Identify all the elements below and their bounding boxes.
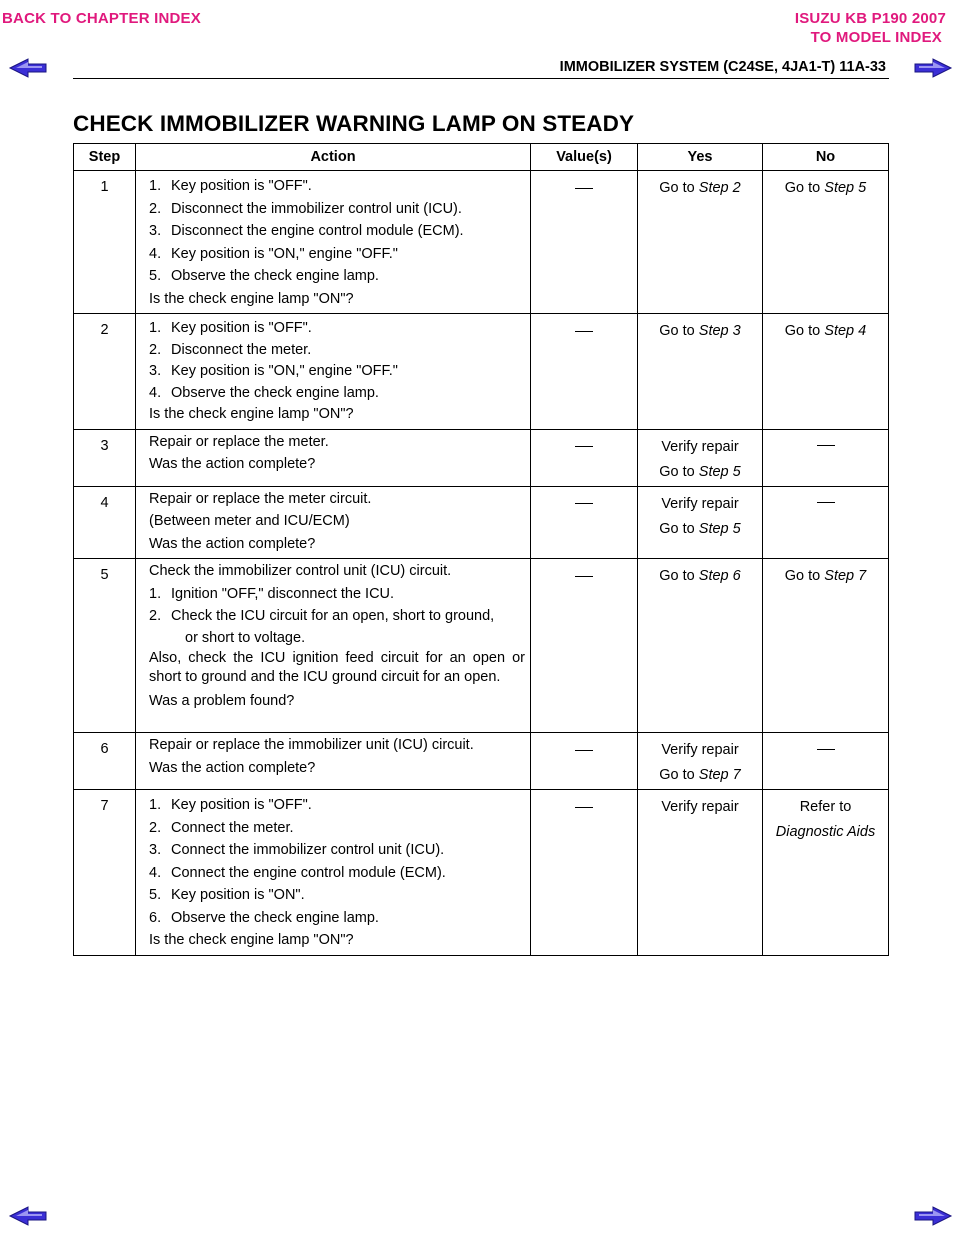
value-cell [531, 790, 638, 956]
table-row [74, 171, 889, 314]
action-cell [136, 171, 531, 314]
header-action: Action [136, 144, 531, 171]
action-item: Observe the check engine lamp. [171, 268, 379, 284]
yes-cell [638, 429, 763, 486]
action-item: Disconnect the immobilizer control unit (ICU). [171, 200, 462, 217]
verify-repair-text: Verify repair [661, 495, 739, 512]
step-number: 2 [74, 314, 136, 430]
yes-prefix: Go to [659, 463, 695, 480]
empty-no-dash [817, 502, 835, 503]
list-number: 4. [149, 245, 162, 262]
action-item: Connect the engine control module (ECM). [171, 864, 446, 881]
step-number: 5 [74, 559, 136, 733]
action-note: Also, check the ICU ignition feed circuit for an open or short to ground and the ICU ground circuit for an open. [149, 649, 525, 685]
action-line: Repair or replace the meter. [149, 433, 329, 450]
no-prefix: Go to [784, 568, 821, 584]
action-item: Disconnect the meter. [171, 341, 312, 358]
action-question: Is the check engine lamp "ON"? [149, 406, 354, 422]
action-question: Is the check engine lamp "ON"? [149, 290, 354, 307]
action-item: Connect the meter. [171, 819, 294, 836]
step-number: 3 [74, 429, 136, 486]
yes-prefix: Go to [659, 520, 695, 537]
action-question: Is the check engine lamp "ON"? [149, 932, 354, 948]
action-cell [136, 733, 531, 790]
header-value: Value(s) [531, 144, 638, 171]
header-step: Step [74, 144, 136, 171]
table-row [74, 559, 889, 733]
header-yes: Yes [638, 144, 763, 171]
refer-to-text: Refer to [799, 799, 852, 815]
diagnostic-aids-link[interactable]: Diagnostic Aids [775, 824, 876, 840]
goto-step-2-link[interactable]: Step 2 [698, 180, 741, 196]
no-prefix: Go to [784, 180, 821, 196]
yes-cell [638, 171, 763, 314]
empty-value-dash [575, 576, 593, 577]
goto-step-7-link[interactable]: Step 7 [824, 568, 867, 584]
yes-prefix: Go to [659, 767, 695, 783]
section-header: IMMOBILIZER SYSTEM (C24SE, 4JA1-T) 11A-33 [559, 59, 886, 75]
empty-no-dash [817, 445, 835, 446]
action-item: Key position is "ON". [171, 887, 305, 903]
goto-step-7-link[interactable]: Step 7 [698, 767, 741, 783]
action-cell [136, 486, 531, 559]
list-number: 1. [149, 797, 162, 813]
list-number: 5. [149, 268, 162, 284]
page-title: CHECK IMMOBILIZER WARNING LAMP ON STEADY [73, 111, 635, 136]
back-to-chapter-index-link[interactable]: BACK TO CHAPTER INDEX [2, 10, 201, 27]
diagnostic-table [73, 143, 889, 956]
yes-cell [638, 559, 763, 733]
step-number: 7 [74, 790, 136, 956]
no-cell [763, 429, 889, 486]
goto-step-6-link[interactable]: Step 6 [698, 568, 741, 584]
action-question: Was the action complete? [149, 456, 316, 472]
no-prefix: Go to [784, 323, 821, 339]
step-number: 6 [74, 733, 136, 790]
goto-step-4-link[interactable]: Step 4 [824, 323, 867, 339]
yes-cell [638, 790, 763, 956]
action-item: Ignition "OFF," disconnect the ICU. [171, 585, 395, 602]
table-row [74, 733, 889, 790]
goto-step-3-link[interactable]: Step 3 [698, 323, 741, 339]
list-number: 5. [149, 887, 162, 903]
action-item: Key position is "ON," engine "OFF." [171, 363, 398, 379]
yes-prefix: Go to [659, 180, 695, 196]
list-number: 2. [149, 341, 162, 358]
empty-no-dash [817, 749, 835, 750]
table-row [74, 790, 889, 956]
action-item: Key position is "OFF". [171, 320, 312, 336]
empty-value-dash [575, 503, 593, 504]
action-cell [136, 429, 531, 486]
next-page-arrow-icon[interactable] [913, 1205, 953, 1227]
list-number: 2. [149, 200, 162, 217]
previous-page-arrow-icon[interactable] [8, 1205, 48, 1227]
verify-repair-text: Verify repair [661, 742, 739, 758]
verify-repair-text: Verify repair [661, 438, 739, 455]
action-question: Was the action complete? [149, 759, 316, 776]
action-cell [136, 790, 531, 956]
no-cell [763, 171, 889, 314]
goto-step-5-link[interactable]: Step 5 [824, 180, 867, 196]
list-number: 4. [149, 384, 162, 401]
action-cell [136, 559, 531, 733]
goto-step-5-link[interactable]: Step 5 [698, 463, 741, 480]
value-cell [531, 314, 638, 430]
table-row [74, 314, 889, 430]
empty-value-dash [575, 807, 593, 808]
header-no: No [763, 144, 889, 171]
empty-value-dash [575, 446, 593, 447]
action-item: Observe the check engine lamp. [171, 384, 379, 401]
model-title-link[interactable]: ISUZU KB P190 2007 [794, 10, 946, 27]
action-question: Was the action complete? [149, 535, 316, 552]
previous-page-arrow-icon[interactable] [8, 57, 48, 79]
list-number: 1. [149, 585, 162, 602]
list-number: 3. [149, 842, 162, 858]
table-row [74, 486, 889, 559]
no-cell [763, 790, 889, 956]
yes-prefix: Go to [659, 568, 695, 584]
empty-value-dash [575, 331, 593, 332]
list-number: 2. [149, 608, 162, 624]
action-item: Connect the immobilizer control unit (ICU). [171, 842, 445, 858]
action-item-continued: or short to voltage. [185, 629, 306, 646]
value-cell [531, 171, 638, 314]
action-question: Was a problem found? [149, 692, 295, 709]
no-cell [763, 486, 889, 559]
value-cell [531, 559, 638, 733]
header-divider [73, 78, 889, 79]
action-line: Repair or replace the immobilizer unit (ICU) circuit. [149, 737, 474, 753]
empty-value-dash [575, 750, 593, 751]
action-item: Check the ICU circuit for an open, short to ground, [171, 608, 495, 624]
action-line: (Between meter and ICU/ECM) [149, 513, 350, 529]
action-cell [136, 314, 531, 430]
list-number: 3. [149, 363, 162, 379]
action-item: Key position is "ON," engine "OFF." [171, 245, 398, 262]
yes-cell [638, 733, 763, 790]
list-number: 2. [149, 819, 162, 836]
no-cell [763, 314, 889, 430]
action-item: Key position is "OFF". [171, 178, 312, 194]
action-line: Check the immobilizer control unit (ICU) circuit. [149, 563, 452, 579]
table-header-row [74, 144, 889, 171]
verify-repair-text: Verify repair [661, 799, 739, 815]
list-number: 6. [149, 909, 162, 926]
value-cell [531, 486, 638, 559]
yes-prefix: Go to [659, 323, 695, 339]
empty-value-dash [575, 188, 593, 189]
yes-cell [638, 314, 763, 430]
step-number: 1 [74, 171, 136, 314]
table-row [74, 429, 889, 486]
no-cell [763, 559, 889, 733]
value-cell [531, 733, 638, 790]
action-item: Key position is "OFF". [171, 797, 312, 813]
goto-step-5-link[interactable]: Step 5 [698, 520, 741, 537]
next-page-arrow-icon[interactable] [913, 57, 953, 79]
action-line: Repair or replace the meter circuit. [149, 490, 372, 507]
list-number: 4. [149, 864, 162, 881]
model-index-link[interactable]: TO MODEL INDEX [810, 29, 942, 46]
action-item: Disconnect the engine control module (ECM). [171, 223, 464, 239]
list-number: 1. [149, 320, 162, 336]
value-cell [531, 429, 638, 486]
list-number: 1. [149, 178, 162, 194]
step-number: 4 [74, 486, 136, 559]
yes-cell [638, 486, 763, 559]
list-number: 3. [149, 223, 162, 239]
no-cell [763, 733, 889, 790]
action-item: Observe the check engine lamp. [171, 909, 379, 926]
